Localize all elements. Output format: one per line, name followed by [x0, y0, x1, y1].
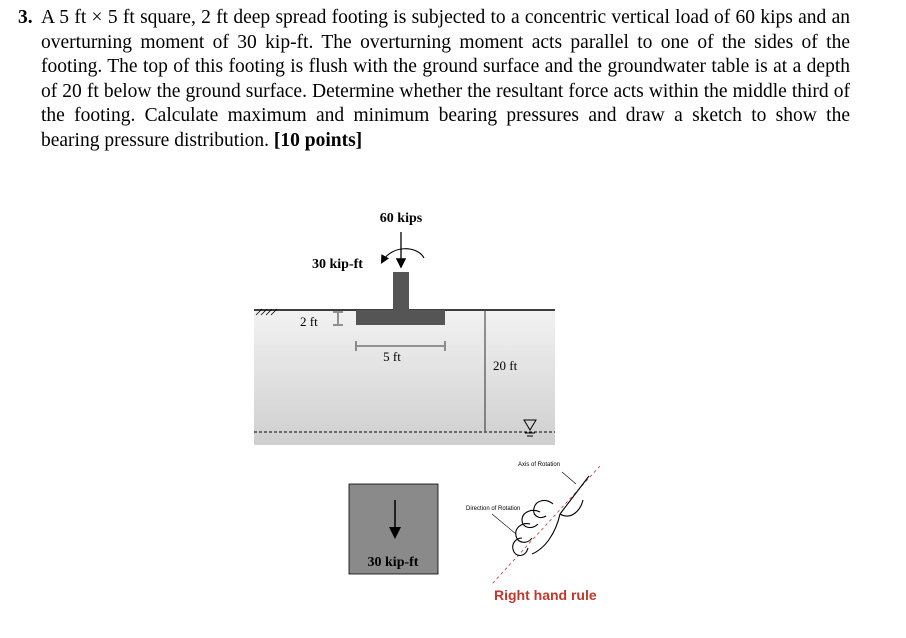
rule-label: Right hand rule [494, 587, 597, 603]
load-label: 60 kips [379, 211, 423, 226]
problem-number: 3. [18, 7, 33, 28]
direction-pointer [492, 514, 516, 534]
depth-label: 2 ft [300, 314, 318, 329]
axis-label: Axis of Rotation [518, 462, 561, 468]
footing-column [393, 272, 409, 311]
axis-pointer [562, 472, 576, 484]
direction-label: Direction of Rotation [466, 506, 521, 512]
problem-points: [10 points] [273, 129, 363, 151]
gwt-label: 20 ft [493, 358, 518, 373]
problem-text: A 5 ft × 5 ft square, 2 ft deep spread footing is subjected to a concentric vertical load of 60 kips and an overturning moment of 30 kip-ft. The overturning moment acts parallel to one of the sides of the footing. The top of this footing is flush with the ground surface and the groundwater table is at a depth of 20 ft below the ground surface. Determine whether the resultant force acts within the middle third of the footing. Calculate maximum and minimum bearing pressures and draw a sketch to show the bearing pressure distribution. [41, 7, 850, 151]
right-hand-icon [513, 476, 589, 555]
moment-arc-icon [382, 249, 424, 262]
soil-region [254, 310, 555, 445]
moment-label: 30 kip-ft [312, 257, 363, 272]
footing-base [356, 310, 445, 325]
inset-moment-label: 30 kip-ft [367, 555, 419, 570]
width-label: 5 ft [383, 349, 401, 364]
